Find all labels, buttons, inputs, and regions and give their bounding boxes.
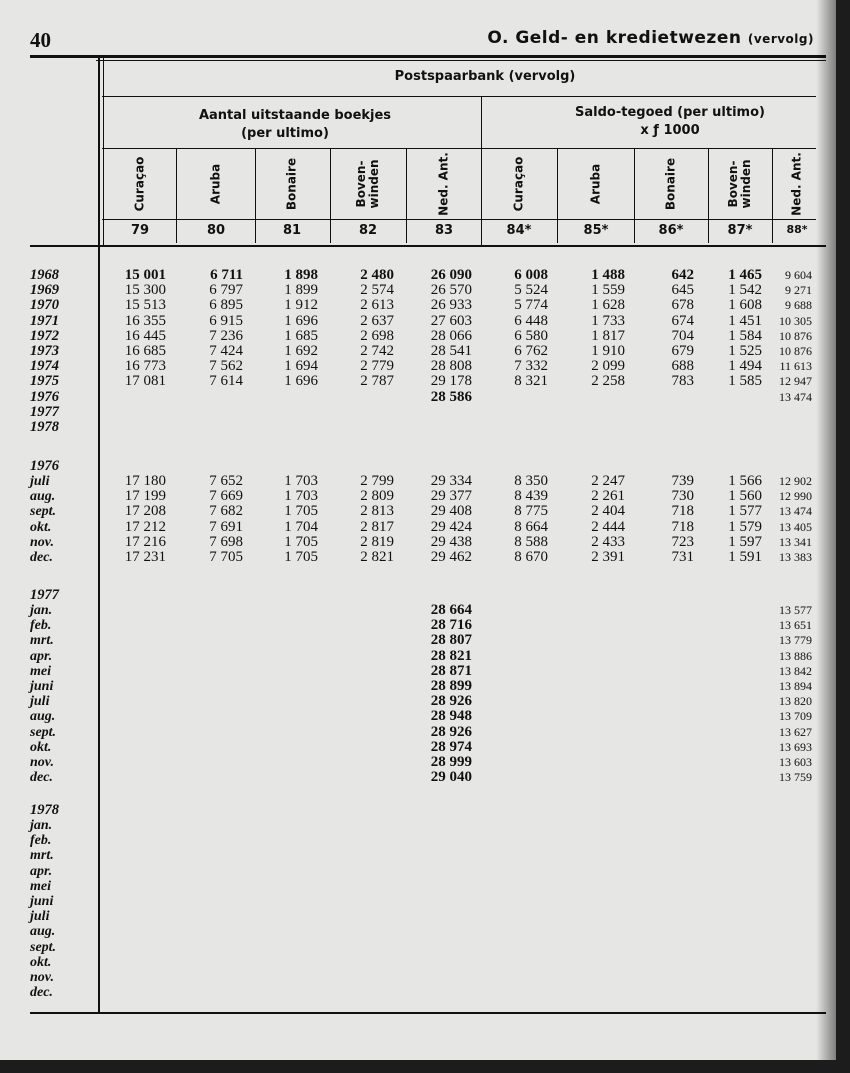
- row-label: juli: [30, 909, 50, 925]
- table-title: Postspaarbank (vervolg): [394, 69, 576, 84]
- table-cell: 28 926: [430, 693, 472, 710]
- table-cell: 26 570: [430, 282, 472, 299]
- table-cell: 1 542: [728, 282, 762, 299]
- table-cell: 29 424: [430, 518, 472, 535]
- col-divider: [330, 148, 331, 243]
- table-cell: 10 305: [779, 313, 812, 328]
- table-cell: 2 817: [360, 518, 394, 535]
- table-cell: 17 180: [124, 473, 166, 489]
- table-cell: 17 231: [124, 549, 166, 565]
- row-label: aug.: [30, 709, 56, 725]
- table-cell: 13 842: [779, 663, 812, 678]
- table-cell: 8 350: [514, 473, 548, 489]
- table-cell: 704: [671, 327, 694, 344]
- row-label: nov.: [30, 755, 54, 770]
- table-cell: 5 524: [514, 282, 548, 299]
- row-label: mei: [30, 878, 51, 894]
- table-cell: 7 332: [514, 358, 548, 375]
- table-cell: 13 474: [779, 389, 812, 404]
- col-divider: [557, 148, 558, 243]
- row-label: 1976: [30, 388, 59, 405]
- column-number: 79: [130, 223, 150, 238]
- row-label: jan.: [30, 603, 53, 618]
- row-label: juni: [30, 894, 54, 909]
- group2-title: Saldo-tegoed (per ultimo): [575, 105, 765, 120]
- table-cell: 6 895: [209, 297, 243, 314]
- table-cell: 26 090: [430, 267, 472, 283]
- table-cell: 13 820: [779, 694, 812, 709]
- table-cell: 13 341: [779, 534, 812, 549]
- table-cell: 6 711: [210, 267, 243, 283]
- table-cell: 1 579: [728, 518, 762, 535]
- column-number: 85*: [583, 223, 609, 238]
- table-cell: 1 488: [591, 267, 625, 283]
- table-cell: 645: [671, 282, 694, 299]
- table-cell: 2 247: [591, 473, 625, 489]
- table-cell: 13 693: [779, 739, 812, 754]
- table-cell: 26 933: [430, 297, 472, 314]
- table-cell: 1 585: [728, 373, 762, 390]
- table-cell: 1 705: [284, 503, 318, 520]
- row-label: okt.: [30, 519, 52, 535]
- table-cell: 2 391: [591, 549, 625, 565]
- table-cell: 7 614: [209, 373, 243, 390]
- table-cell: 13 886: [779, 648, 812, 663]
- table-cell: 13 759: [779, 770, 812, 785]
- col-divider: [772, 148, 773, 243]
- table-cell: 5 774: [514, 297, 548, 314]
- under-top-rule: [96, 60, 826, 61]
- column-number: 88*: [786, 223, 808, 236]
- table-cell: 2 404: [591, 503, 625, 520]
- table-cell: 13 577: [779, 603, 812, 617]
- table-cell: 28 664: [430, 602, 472, 618]
- table-cell: 15 300: [124, 282, 166, 299]
- table-cell: 2 258: [591, 373, 625, 390]
- row-label: juni: [30, 679, 54, 694]
- table-cell: 7 669: [209, 488, 243, 505]
- table-cell: 8 664: [514, 518, 548, 535]
- col-divider: [176, 148, 177, 243]
- column-number: 87*: [727, 223, 753, 238]
- column-header: Ned. Ant.: [789, 152, 804, 216]
- row-label: sept.: [30, 724, 57, 740]
- table-cell: 9 604: [785, 268, 812, 282]
- table-cell: 1 705: [284, 549, 318, 565]
- row-label: 1972: [30, 327, 59, 344]
- table-cell: 7 698: [209, 533, 243, 550]
- table-cell: 7 562: [209, 358, 243, 375]
- table-cell: 28 999: [430, 754, 472, 770]
- table-cell: 28 716: [430, 617, 472, 634]
- row-label: nov.: [30, 534, 54, 550]
- column-header: Boven- winden: [354, 159, 381, 209]
- table-cell: 1 559: [591, 282, 625, 299]
- table-cell: 2 799: [360, 473, 394, 489]
- table-cell: 1 494: [728, 358, 762, 375]
- table-cell: 1 692: [284, 343, 318, 359]
- row-label: feb.: [30, 618, 52, 634]
- row-label: aug.: [30, 489, 56, 505]
- table-cell: 10 876: [779, 328, 812, 343]
- table-cell: 2 613: [360, 297, 394, 314]
- table-cell: 13 779: [779, 633, 812, 648]
- title-rule: [102, 96, 816, 97]
- table-cell: 16 773: [124, 358, 166, 375]
- table-cell: 1 817: [591, 327, 625, 344]
- table-cell: 8 588: [514, 533, 548, 550]
- table-cell: 1 465: [728, 267, 762, 283]
- column-number: 80: [206, 223, 226, 238]
- table-cell: 723: [671, 533, 694, 550]
- table-cell: 1 696: [284, 312, 318, 329]
- col-divider: [708, 148, 709, 243]
- table-cell: 1 577: [728, 503, 762, 520]
- table-cell: 739: [671, 473, 694, 489]
- table-cell: 2 261: [591, 488, 625, 505]
- column-header: Ned. Ant.: [436, 152, 451, 216]
- table-cell: 28 871: [430, 662, 472, 679]
- table-cell: 12 902: [779, 474, 812, 488]
- table-cell: 2 779: [360, 358, 394, 375]
- row-label: 1968: [30, 267, 59, 283]
- group2-subtitle: x ƒ 1000: [640, 123, 700, 138]
- table-cell: 16 445: [124, 327, 166, 344]
- table-cell: 2 433: [591, 533, 625, 550]
- column-header: Curaçao: [511, 156, 526, 212]
- table-cell: 7 682: [209, 503, 243, 520]
- row-label: apr.: [30, 648, 53, 664]
- table-cell: 12 947: [779, 374, 812, 389]
- table-cell: 2 099: [591, 358, 625, 375]
- table-cell: 28 821: [430, 647, 472, 664]
- table-cell: 29 040: [430, 769, 472, 786]
- row-label: dec.: [30, 985, 53, 1001]
- table-cell: 9 688: [785, 298, 812, 313]
- table-cell: 1 703: [284, 473, 318, 489]
- table-cell: 8 670: [514, 549, 548, 565]
- table-cell: 28 066: [430, 327, 472, 344]
- col-divider: [255, 148, 256, 243]
- table-cell: 15 001: [124, 267, 166, 283]
- table-cell: 1 703: [284, 488, 318, 505]
- table-cell: 718: [671, 503, 694, 520]
- table-cell: 6 580: [514, 327, 548, 344]
- table-cell: 6 448: [514, 312, 548, 329]
- column-header: Aruba: [588, 163, 603, 205]
- table-cell: 13 651: [779, 618, 812, 633]
- table-cell: 2 444: [591, 518, 625, 535]
- row-label: dec.: [30, 770, 53, 786]
- row-label: mrt.: [30, 848, 54, 864]
- table-cell: 8 439: [514, 488, 548, 505]
- column-number: 83: [434, 223, 454, 238]
- table-cell: 6 008: [514, 267, 548, 283]
- table-cell: 731: [671, 549, 694, 565]
- table-cell: 28 541: [430, 343, 472, 359]
- running-head-cont: (vervolg): [747, 32, 814, 46]
- table-cell: 10 876: [779, 344, 812, 358]
- row-label: feb.: [30, 833, 52, 849]
- table-cell: 28 899: [430, 678, 472, 694]
- row-label: jan.: [30, 818, 53, 833]
- table-cell: 17 199: [124, 488, 166, 505]
- table-cell: 1 628: [591, 297, 625, 314]
- table-cell: 17 081: [124, 373, 166, 390]
- row-label: aug.: [30, 924, 56, 940]
- table-cell: 12 990: [779, 489, 812, 504]
- table-cell: 8 321: [514, 373, 548, 390]
- row-label: apr.: [30, 863, 53, 879]
- table-cell: 2 698: [360, 327, 394, 344]
- running-head-title: O. Geld- en kredietwezen: [487, 28, 742, 48]
- row-label: okt.: [30, 739, 52, 755]
- table-cell: 1 451: [728, 312, 762, 329]
- table-cell: 2 809: [360, 488, 394, 505]
- table-cell: 29 178: [430, 373, 472, 390]
- table-cell: 28 926: [430, 723, 472, 740]
- table-cell: 13 709: [779, 709, 812, 724]
- row-label: sept.: [30, 939, 57, 955]
- table-cell: 9 271: [785, 283, 812, 298]
- stub-divider-inner: [103, 58, 104, 246]
- bottom-rule: [30, 1012, 826, 1014]
- row-label: okt.: [30, 954, 52, 970]
- table-cell: 1 597: [728, 533, 762, 550]
- table-cell: 6 762: [514, 343, 548, 359]
- table-cell: 28 586: [430, 388, 472, 405]
- row-label: sept.: [30, 504, 57, 520]
- table-cell: 1 584: [728, 327, 762, 344]
- page-number: 40: [30, 28, 51, 52]
- column-header: Curaçao: [132, 156, 147, 212]
- table-cell: 11 613: [779, 359, 812, 374]
- table-cell: 718: [671, 518, 694, 535]
- running-head: [487, 28, 814, 48]
- row-label: 1970: [30, 297, 59, 314]
- table-cell: 2 574: [360, 282, 394, 299]
- table-cell: 2 821: [360, 549, 394, 565]
- table-cell: 1 910: [591, 343, 625, 359]
- col-divider: [634, 148, 635, 243]
- table-cell: 13 383: [779, 550, 812, 564]
- group-divider: [481, 96, 482, 246]
- table-cell: 6 797: [209, 282, 243, 299]
- table-cell: 17 212: [124, 518, 166, 535]
- column-number: 82: [358, 223, 378, 238]
- table-cell: 16 355: [124, 312, 166, 329]
- table-cell: 7 424: [209, 343, 243, 359]
- table-cell: 730: [671, 488, 694, 505]
- table-cell: 1 705: [284, 533, 318, 550]
- row-label: 1978: [30, 419, 59, 435]
- column-header: Aruba: [208, 163, 223, 205]
- group1-subtitle: (per ultimo): [241, 126, 329, 141]
- table-cell: 783: [671, 373, 694, 390]
- table-cell: 2 637: [360, 312, 394, 329]
- table-cell: 688: [671, 358, 694, 375]
- table-cell: 2 742: [360, 343, 394, 359]
- table-cell: 13 405: [779, 519, 812, 534]
- table-cell: 1 591: [728, 549, 762, 565]
- row-label: 1974: [30, 358, 59, 375]
- row-label: 1971: [30, 312, 59, 329]
- top-rule: [30, 55, 826, 58]
- table-cell: 28 807: [430, 632, 472, 649]
- table-cell: 1 704: [284, 518, 318, 535]
- table-cell: 8 775: [514, 503, 548, 520]
- table-cell: 1 694: [284, 358, 318, 375]
- table-cell: 13 603: [779, 755, 812, 769]
- table-cell: 1 525: [728, 343, 762, 359]
- section-year: 1976: [30, 458, 59, 474]
- table-cell: 7 652: [209, 473, 243, 489]
- stub-divider: [98, 58, 100, 1013]
- table-cell: 13 474: [779, 504, 812, 519]
- row-label: nov.: [30, 970, 54, 985]
- table-cell: 1 560: [728, 488, 762, 505]
- column-number: 84*: [506, 223, 532, 238]
- table-cell: 13 894: [779, 679, 812, 693]
- table-cell: 1 685: [284, 327, 318, 344]
- table-cell: 2 813: [360, 503, 394, 520]
- table-cell: 679: [671, 343, 694, 359]
- table-cell: 28 808: [430, 358, 472, 375]
- table-cell: 7 705: [209, 549, 243, 565]
- table-cell: 1 898: [284, 267, 318, 283]
- table-cell: 1 912: [284, 297, 318, 314]
- column-header: Bonaire: [663, 157, 678, 211]
- row-label: 1975: [30, 373, 59, 390]
- table-cell: 2 787: [360, 373, 394, 390]
- column-header: Boven- winden: [726, 159, 753, 209]
- table-cell: 7 691: [209, 518, 243, 535]
- row-label: juli: [30, 694, 50, 710]
- column-header: Bonaire: [284, 157, 299, 211]
- table-cell: 2 819: [360, 533, 394, 550]
- table-cell: 29 377: [430, 488, 472, 505]
- table-cell: 2 480: [360, 267, 394, 283]
- table-cell: 1 899: [284, 282, 318, 299]
- section-year: 1977: [30, 587, 59, 603]
- row-label: juli: [30, 474, 50, 489]
- table-cell: 13 627: [779, 724, 812, 739]
- table-cell: 674: [671, 312, 694, 329]
- group1-title: Aantal uitstaande boekjes: [198, 108, 392, 123]
- table-cell: 7 236: [209, 327, 243, 344]
- table-cell: 1 566: [728, 473, 762, 489]
- col-divider: [406, 148, 407, 243]
- table-cell: 15 513: [124, 297, 166, 314]
- table-cell: 27 603: [430, 312, 472, 329]
- row-label: mrt.: [30, 633, 54, 649]
- row-label: mei: [30, 663, 51, 679]
- table-cell: 1 608: [728, 297, 762, 314]
- table-cell: 17 216: [124, 533, 166, 550]
- column-number: 86*: [658, 223, 684, 238]
- table-cell: 29 438: [430, 533, 472, 550]
- table-cell: 6 915: [209, 312, 243, 329]
- table-cell: 29 334: [430, 473, 472, 489]
- row-label: 1969: [30, 282, 59, 299]
- table-cell: 29 408: [430, 503, 472, 520]
- row-label: dec.: [30, 550, 53, 565]
- table-cell: 28 948: [430, 708, 472, 725]
- table-cell: 28 974: [430, 738, 472, 755]
- table-cell: 1 733: [591, 312, 625, 329]
- table-cell: 16 685: [124, 343, 166, 359]
- table-cell: 678: [671, 297, 694, 314]
- section-year: 1978: [30, 802, 59, 818]
- column-number: 81: [282, 223, 302, 238]
- header-bottom-rule: [30, 245, 826, 247]
- table-cell: 17 208: [124, 503, 166, 520]
- table-cell: 642: [671, 267, 694, 283]
- row-label: 1973: [30, 343, 59, 359]
- row-label: 1977: [30, 403, 59, 420]
- table-cell: 1 696: [284, 373, 318, 390]
- table-cell: 29 462: [430, 549, 472, 565]
